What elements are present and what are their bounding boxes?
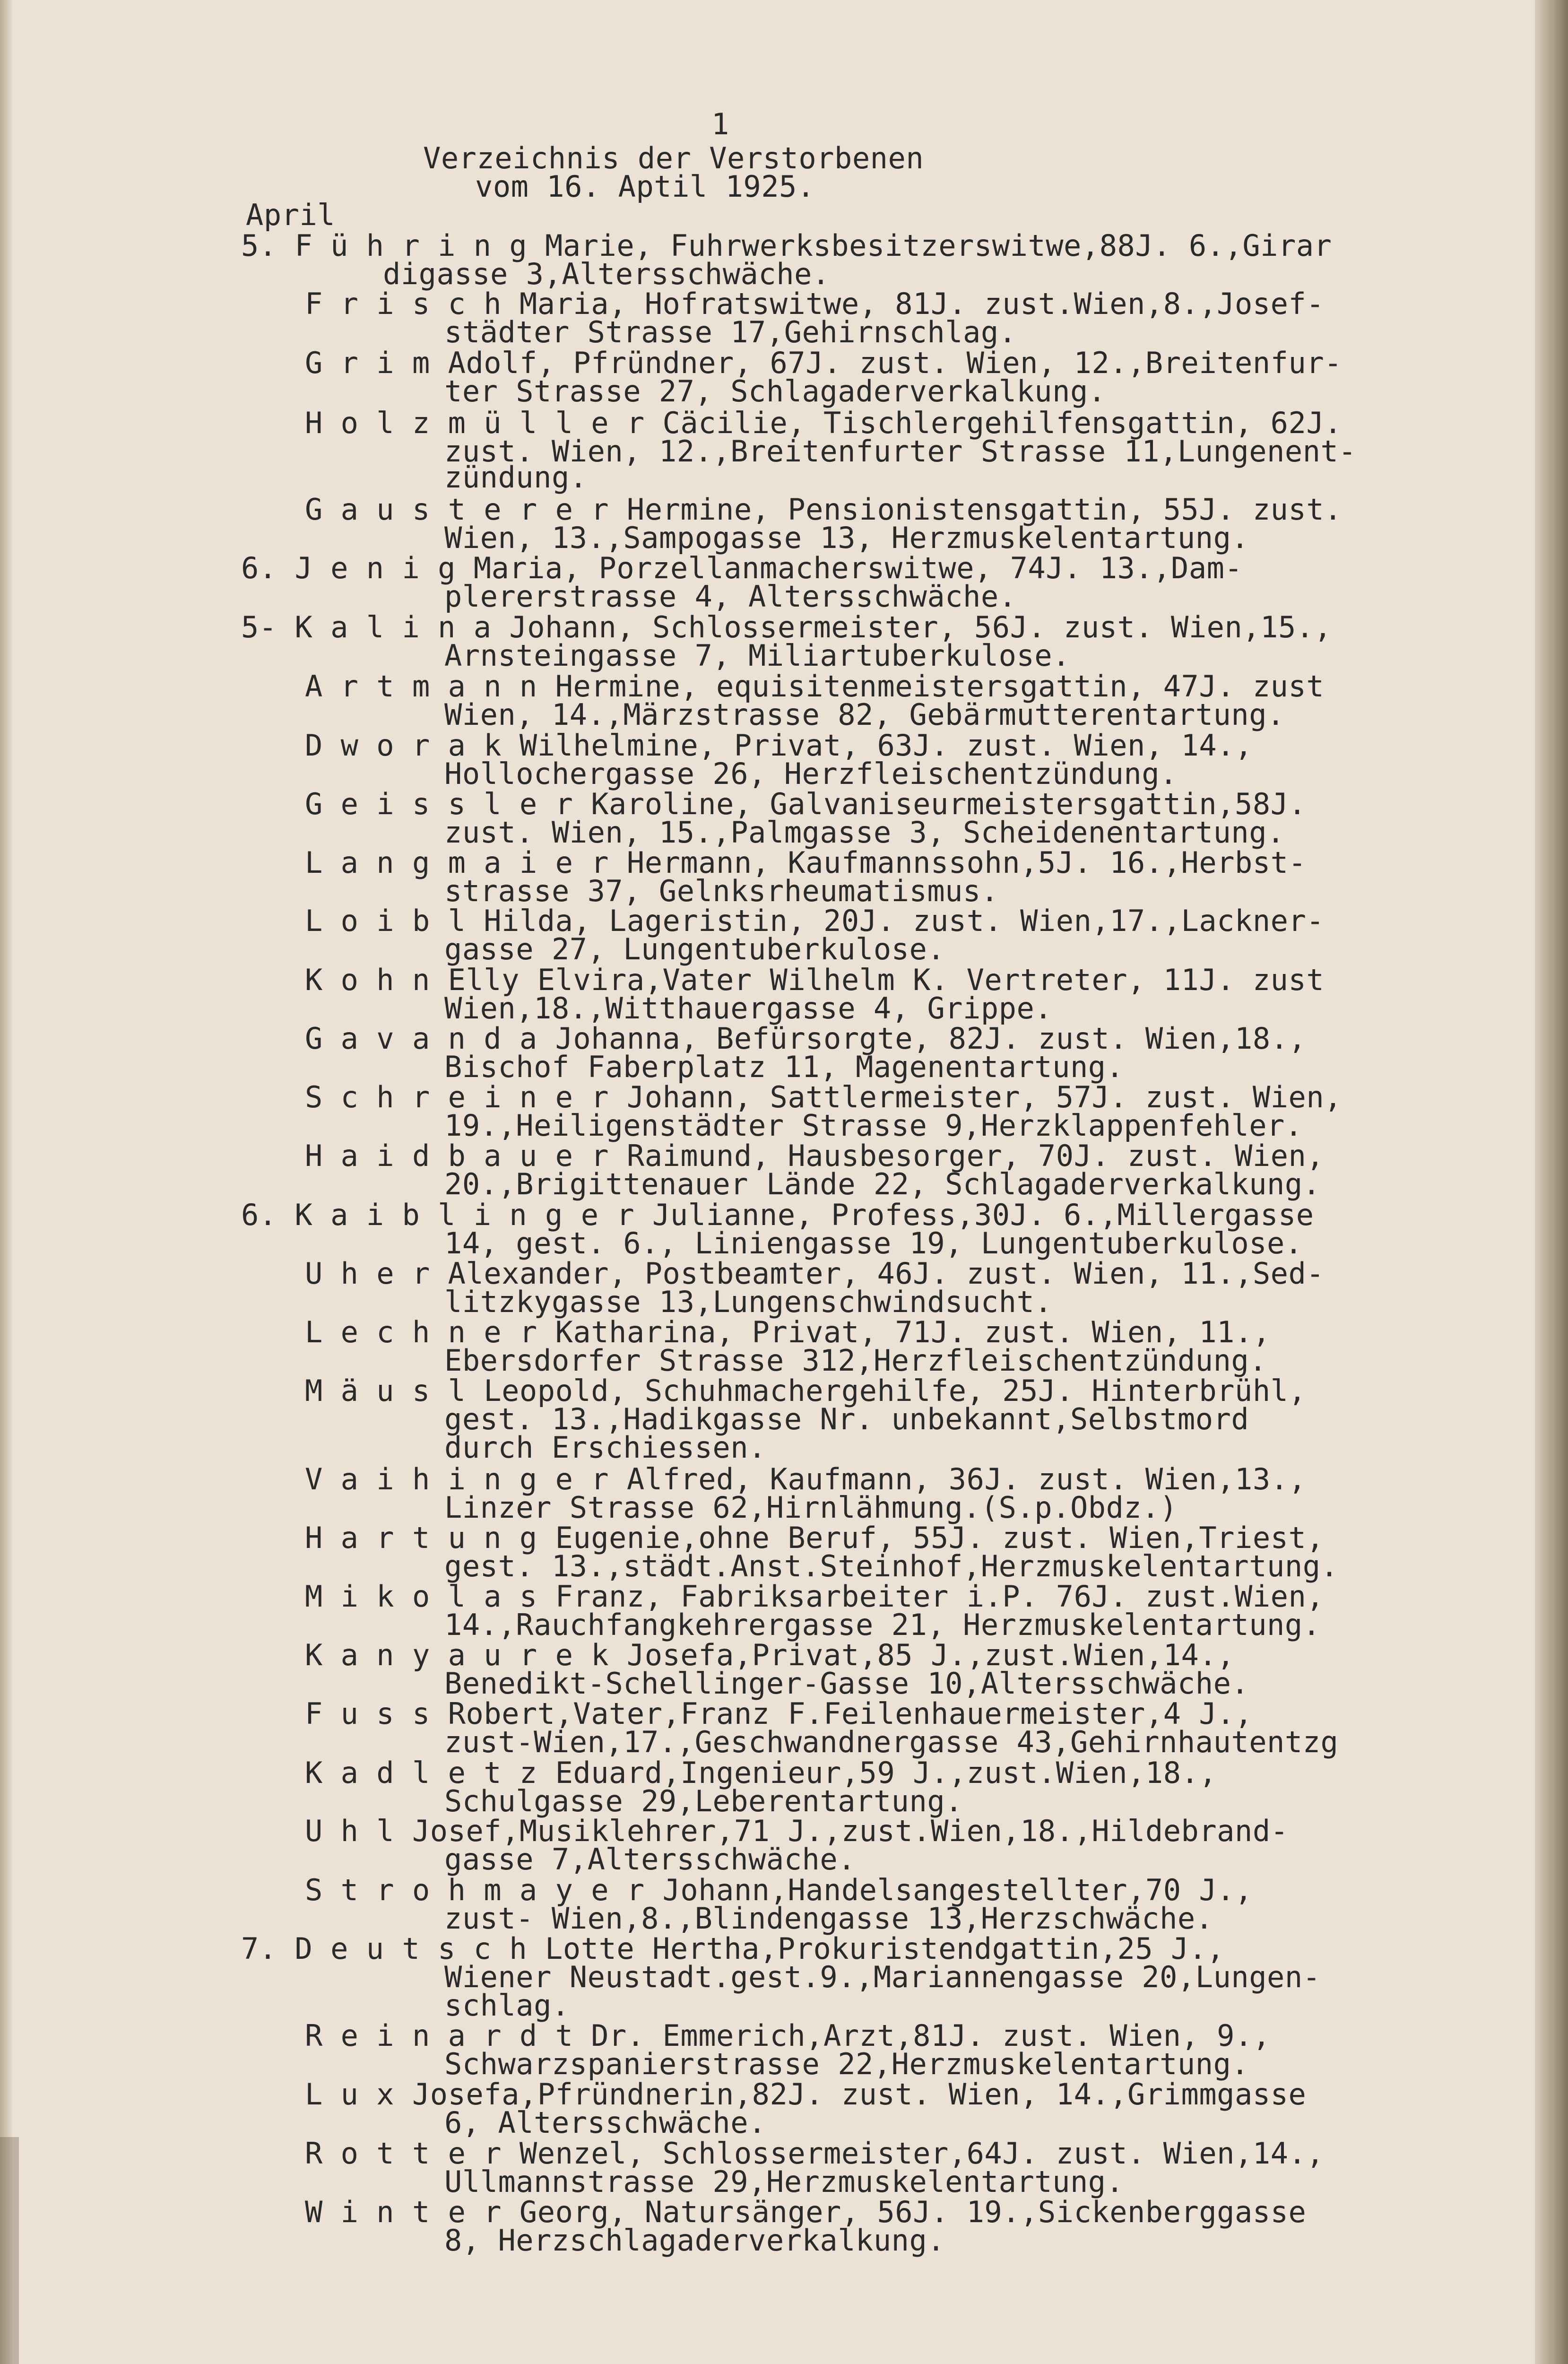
entry-line: 8, Herzschlagaderverkalkung. [444,2223,945,2258]
entry-line: U h l Josef,Musiklehrer,71 J.,zust.Wien,18.,Hildebrand- [305,1814,1289,1848]
entry-line: Benedikt-Schellinger-Gasse 10,Altersschwäche. [444,1666,1249,1701]
entry-line: Linzer Strasse 62,Hirnlähmung.(S.p.Obdz.) [444,1490,1178,1525]
entry-line: gest. 13.,städt.Anst.Steinhof,Herzmuskelentartung. [444,1549,1339,1583]
entry-line: R o t t e r Wenzel, Schlossermeister,64J. zust. Wien,14., [305,2136,1325,2171]
entry-line: 6, Altersschwäche. [444,2105,766,2140]
entry-line: Arnsteingasse 7, Miliartuberkulose. [444,638,1070,673]
entry-line: 5- K a l i n a Johann, Schlossermeister, 56J. zust. Wien,15., [241,610,1332,644]
entry-line: gasse 27, Lungentuberkulose. [444,932,945,966]
paper-right-edge [1535,0,1568,2364]
entry-line: Hollochergasse 26, Herzfleischentzündung. [444,756,1178,791]
entry-line: G e i s s l e r Karoline, Galvaniseurmeistersgattin,58J. [305,787,1307,821]
entry-line: M ä u s l Leopold, Schuhmachergehilfe, 25J. Hinterbrühl, [305,1373,1307,1408]
entry-line: G r i m Adolf, Pfründner, 67J. zust. Wien, 12.,Breitenfur- [305,346,1342,380]
entry-line: Wien, 13.,Sampogasse 13, Herzmuskelentartung. [444,521,1249,555]
entry-line: W i n t e r Georg, Natursänger, 56J. 19.,Sickenberggasse [305,2195,1307,2229]
entry-line: H o l z m ü l l e r Cäcilie, Tischlergehilfensgattin, 62J. [305,406,1342,440]
entry-line: Schwarzspanierstrasse 22,Herzmuskelentartung. [444,2047,1249,2081]
entry-line: Ullmannstrasse 29,Herzmuskelentartung. [444,2164,1124,2199]
month-label: April [246,198,336,232]
entry-line: S c h r e i n e r Johann, Sattlermeister, 57J. zust. Wien, [305,1080,1342,1114]
entry-line: plererstrasse 4, Altersschwäche. [444,579,1017,614]
entry-line: schlag. [444,1988,570,2023]
entry-line: gest. 13.,Hadikgasse Nr. unbekannt,Selbstmord [444,1402,1249,1436]
entry-line: L o i b l Hilda, Lageristin, 20J. zust. Wien,17.,Lackner- [305,904,1325,938]
entry-line: G a u s t e r e r Hermine, Pensionistensgattin, 55J. zust. [305,492,1342,527]
entry-line: strasse 37, Gelnksrheumatismus. [444,874,999,908]
entry-line: U h e r Alexander, Postbeamter, 46J. zust. Wien, 11.,Sed- [305,1256,1325,1291]
entry-line: durch Erschiessen. [444,1430,766,1465]
entry-line: V a i h i n g e r Alfred, Kaufmann, 36J. zust. Wien,13., [305,1462,1307,1496]
entry-line: D w o r a k Wilhelmine, Privat, 63J. zust. Wien, 14., [305,728,1253,763]
entry-line: Wien, 14.,Märzstrasse 82, Gebärmutterentartung. [444,697,1285,732]
page-number: 1 [711,107,729,141]
entry-line: ter Strasse 27, Schlagaderverkalkung. [444,374,1106,408]
entry-line: F u s s Robert,Vater,Franz F.Feilenhauermeister,4 J., [305,1696,1253,1731]
entry-line: 7. D e u t s c h Lotte Hertha,Prokuristendgattin,25 J., [241,1931,1225,1966]
entry-line: M i k o l a s Franz, Fabriksarbeiter i.P. 76J. zust.Wien, [305,1579,1325,1614]
entry-line: H a i d b a u e r Raimund, Hausbesorger, 70J. zust. Wien, [305,1139,1325,1173]
entry-line: H a r t u n g Eugenie,ohne Beruf, 55J. zust. Wien,Triest, [305,1521,1325,1555]
entry-line: zust. Wien, 12.,Breitenfurter Strasse 11,Lungenent- [444,434,1357,469]
entry-line: F r i s c h Maria, Hofratswitwe, 81J. zust.Wien,8.,Josef- [305,287,1325,321]
entry-line: Bischof Faberplatz 11, Magenentartung. [444,1050,1124,1084]
entry-line: Schulgasse 29,Leberentartung. [444,1784,963,1818]
document-title: Verzeichnis der Verstorbenen [423,141,924,175]
paper-stain [0,2137,19,2364]
entry-line: S t r o h m a y e r Johann,Handelsangestellter,70 J., [305,1873,1253,1907]
entry-line: 20.,Brigittenauer Lände 22, Schlagaderverkalkung. [444,1167,1321,1201]
entry-line: 14, gest. 6., Liniengasse 19, Lungentuberkulose. [444,1226,1303,1260]
entry-line: städter Strasse 17,Gehirnschlag. [444,315,1017,349]
entry-line: 6. K a i b l i n g e r Julianne, Profess,30J. 6.,Millergasse [241,1198,1314,1232]
entry-line: 5. F ü h r i n g Marie, Fuhrwerksbesitzerswitwe,88J. 6.,Girar [241,228,1332,263]
entry-line: L a n g m a i e r Hermann, Kaufmannssohn,5J. 16.,Herbst- [305,845,1307,880]
entry-line: gasse 7,Altersschwäche. [444,1842,856,1877]
entry-line: zust. Wien, 15.,Palmgasse 3, Scheidenentartung. [444,815,1285,850]
document-date: vom 16. Aptil 1925. [475,169,815,204]
entry-line: litzkygasse 13,Lungenschwindsucht. [444,1285,1053,1319]
entry-line: digasse 3,Altersschwäche. [383,257,830,291]
entry-line: A r t m a n n Hermine, equisitenmeistersgattin, 47J. zust [305,669,1325,704]
entry-line: G a v a n d a Johanna, Befürsorgte, 82J. zust. Wien,18., [305,1021,1307,1056]
entry-line: zündung. [444,460,588,495]
entry-line: Wien,18.,Witthauergasse 4, Grippe. [444,991,1053,1026]
paper-left-edge [0,0,12,2364]
entry-line: L e c h n e r Katharina, Privat, 71J. zust. Wien, 11., [305,1315,1271,1349]
entry-line: K a d l e t z Eduard,Ingenieur,59 J.,zust.Wien,18., [305,1756,1217,1790]
entry-line: 6. J e n i g Maria, Porzellanmacherswitwe, 74J. 13.,Dam- [241,551,1243,585]
entry-line: K o h n Elly Elvira,Vater Wilhelm K. Vertreter, 11J. zust [305,963,1325,997]
entry-line: 14.,Rauchfangkehrergasse 21, Herzmuskelentartung. [444,1608,1321,1642]
entry-line: K a n y a u r e k Josefa,Privat,85 J.,zust.Wien,14., [305,1638,1235,1672]
entry-line: zust- Wien,8.,Blindengasse 13,Herzschwäche. [444,1901,1213,1936]
entry-line: zust-Wien,17.,Geschwandnergasse 43,Gehirnhautentzg [444,1725,1339,1759]
entry-line: Wiener Neustadt.gest.9.,Mariannengasse 20,Lungen- [444,1960,1321,1994]
entry-line: R e i n a r d t Dr. Emmerich,Arzt,81J. zust. Wien, 9., [305,2018,1271,2053]
entry-line: Ebersdorfer Strasse 312,Herzfleischentzündung. [444,1343,1267,1378]
entry-line: 19.,Heiligenstädter Strasse 9,Herzklappenfehler. [444,1108,1303,1143]
entry-line: L u x Josefa,Pfründnerin,82J. zust. Wien, 14.,Grimmgasse [305,2077,1307,2112]
